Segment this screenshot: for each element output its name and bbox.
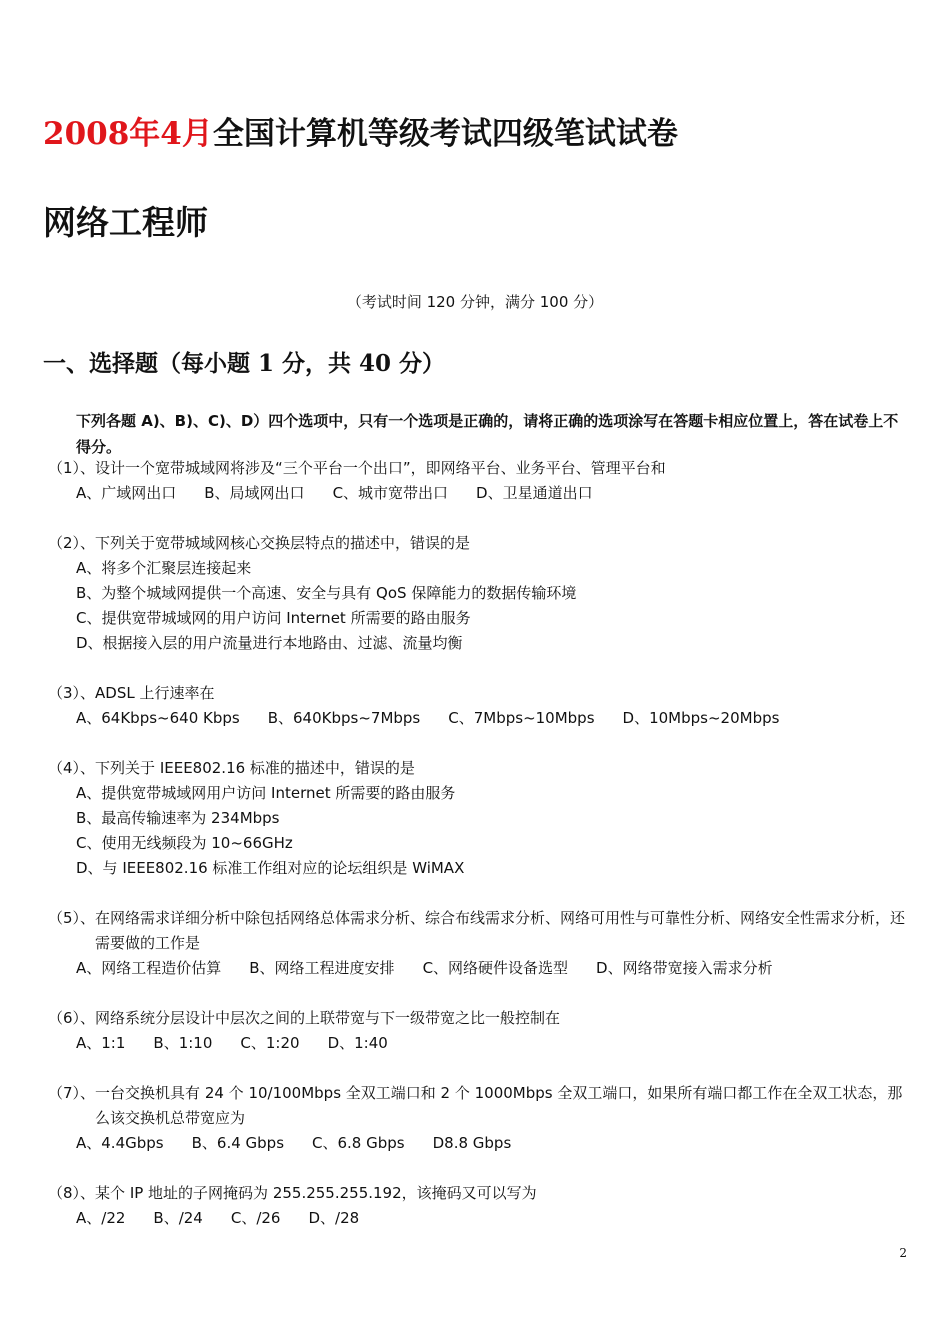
- exam-info: （考试时间 120 分钟，满分 100 分）: [346, 293, 604, 311]
- answer-option: A、/22: [76, 1209, 126, 1227]
- answer-option: C、/26: [230, 1209, 281, 1227]
- question-text: 某个 IP 地址的子网掩码为 255.255.255.192，该掩码又可以写为: [95, 1184, 537, 1202]
- option-line: [48, 481, 910, 506]
- question-stem: [48, 681, 910, 706]
- answer-option: D、1:40: [327, 1034, 388, 1052]
- answer-option: C、7Mbps~10Mbps: [448, 709, 595, 727]
- option-line: [48, 1206, 910, 1231]
- question-number: （1）、: [48, 459, 96, 477]
- option-line: [48, 806, 910, 831]
- question-item: [48, 756, 910, 881]
- answer-option: C、使用无线频段为 10~66GHz: [76, 834, 293, 852]
- option-line: [48, 581, 910, 606]
- question-text: 设计一个宽带城域网将涉及“三个平台一个出口”，即网络平台、业务平台、管理平台和: [95, 459, 666, 477]
- answer-option: C、网络硬件设备选型: [422, 959, 569, 977]
- question-stem: [48, 531, 910, 556]
- question-number: （8）、: [48, 1184, 96, 1202]
- answer-option: D8.8 Gbps: [432, 1134, 512, 1152]
- answer-option: A、将多个汇聚层连接起来: [76, 559, 252, 577]
- question-item: [48, 1006, 910, 1056]
- answer-option: A、64Kbps~640 Kbps: [76, 709, 240, 727]
- question-text: 下列关于宽带城域网核心交换层特点的描述中，错误的是: [95, 534, 471, 552]
- answer-option: D、网络带宽接入需求分析: [596, 959, 773, 977]
- question-text: 一台交换机具有 24 个 10/100Mbps 全双工端口和 2 个 1000Mbps 全双工端口，如果所有端口都工作在全双工状态，那么该交换机总带宽应为: [95, 1084, 903, 1127]
- answer-option: B、1:10: [153, 1034, 213, 1052]
- question-number: （7）、: [48, 1084, 96, 1102]
- option-line: [48, 831, 910, 856]
- section-heading: 一、选择题（每小题 1 分，共 40 分）: [43, 350, 446, 377]
- answer-option: D、10Mbps~20Mbps: [622, 709, 780, 727]
- question-item: [48, 531, 910, 656]
- question-item: [48, 906, 910, 981]
- question-item: [48, 681, 910, 731]
- option-line: [48, 556, 910, 581]
- question-list: [48, 456, 910, 1231]
- title-main-part: 全国计算机等级考试四级笔试试卷: [212, 116, 678, 152]
- question-number: （4）、: [48, 759, 96, 777]
- question-number: （2）、: [48, 534, 96, 552]
- question-item: [48, 1181, 910, 1231]
- answer-option: D、/28: [308, 1209, 360, 1227]
- question-text: 在网络需求详细分析中除包括网络总体需求分析、综合布线需求分析、网络可用性与可靠性分析、网络安全性需求分析，还需要做的工作是: [95, 909, 906, 952]
- answer-option: C、1:20: [240, 1034, 300, 1052]
- answer-option: A、广域网出口: [76, 484, 177, 502]
- question-text: 网络系统分层设计中层次之间的上联带宽与下一级带宽之比一般控制在: [95, 1009, 561, 1027]
- answer-option: A、提供宽带城域网用户访问 Internet 所需要的路由服务: [76, 784, 456, 802]
- answer-option: A、1:1: [76, 1034, 126, 1052]
- answer-option: B、为整个城域网提供一个高速、安全与具有 QoS 保障能力的数据传输环境: [76, 584, 577, 602]
- question-text: 下列关于 IEEE802.16 标准的描述中，错误的是: [95, 759, 415, 777]
- answer-option: C、提供宽带城域网的用户访问 Internet 所需要的路由服务: [76, 609, 471, 627]
- answer-option: C、城市宽带出口: [332, 484, 449, 502]
- question-text: ADSL 上行速率在: [95, 684, 215, 702]
- answer-option: B、640Kbps~7Mbps: [267, 709, 421, 727]
- answer-option: C、6.8 Gbps: [312, 1134, 405, 1152]
- question-stem: [48, 756, 910, 781]
- option-line: [48, 856, 910, 881]
- option-line: [48, 1031, 910, 1056]
- answer-option: A、网络工程造价估算: [76, 959, 222, 977]
- answer-option: B、/24: [153, 1209, 203, 1227]
- answer-option: D、根据接入层的用户流量进行本地路由、过滤、流量均衡: [76, 634, 463, 652]
- question-stem: [48, 1181, 910, 1206]
- document-title: [43, 108, 678, 153]
- option-line: [48, 1131, 910, 1156]
- answer-option: B、局域网出口: [204, 484, 305, 502]
- option-line: [48, 631, 910, 656]
- question-stem: [48, 1081, 910, 1131]
- title-red-part: 2008年4月: [43, 116, 213, 152]
- question-stem: [48, 1006, 910, 1031]
- question-number: （5）、: [48, 909, 96, 927]
- document-subtitle: 网络工程师: [43, 203, 208, 242]
- page-number: 2: [899, 1246, 907, 1260]
- question-stem: [48, 456, 910, 481]
- option-line: [48, 956, 910, 981]
- question-stem: [48, 906, 910, 956]
- option-line: [48, 606, 910, 631]
- question-item: [48, 1081, 910, 1156]
- option-line: [48, 781, 910, 806]
- answer-option: B、6.4 Gbps: [191, 1134, 285, 1152]
- answer-option: B、网络工程进度安排: [249, 959, 395, 977]
- answer-option: D、与 IEEE802.16 标准工作组对应的论坛组织是 WiMAX: [76, 859, 465, 877]
- answer-option: D、卫星通道出口: [476, 484, 593, 502]
- question-number: （6）、: [48, 1009, 96, 1027]
- answer-option: A、4.4Gbps: [76, 1134, 164, 1152]
- answer-option: B、最高传输速率为 234Mbps: [76, 809, 280, 827]
- question-number: （3）、: [48, 684, 96, 702]
- question-item: [48, 456, 910, 506]
- instructions: 下列各题 A)、B)、C)、D）四个选项中，只有一个选项是正确的，请将正确的选项涂写在答题卡相应位置上，答在试卷上不得分。: [76, 412, 899, 456]
- option-line: [48, 706, 910, 731]
